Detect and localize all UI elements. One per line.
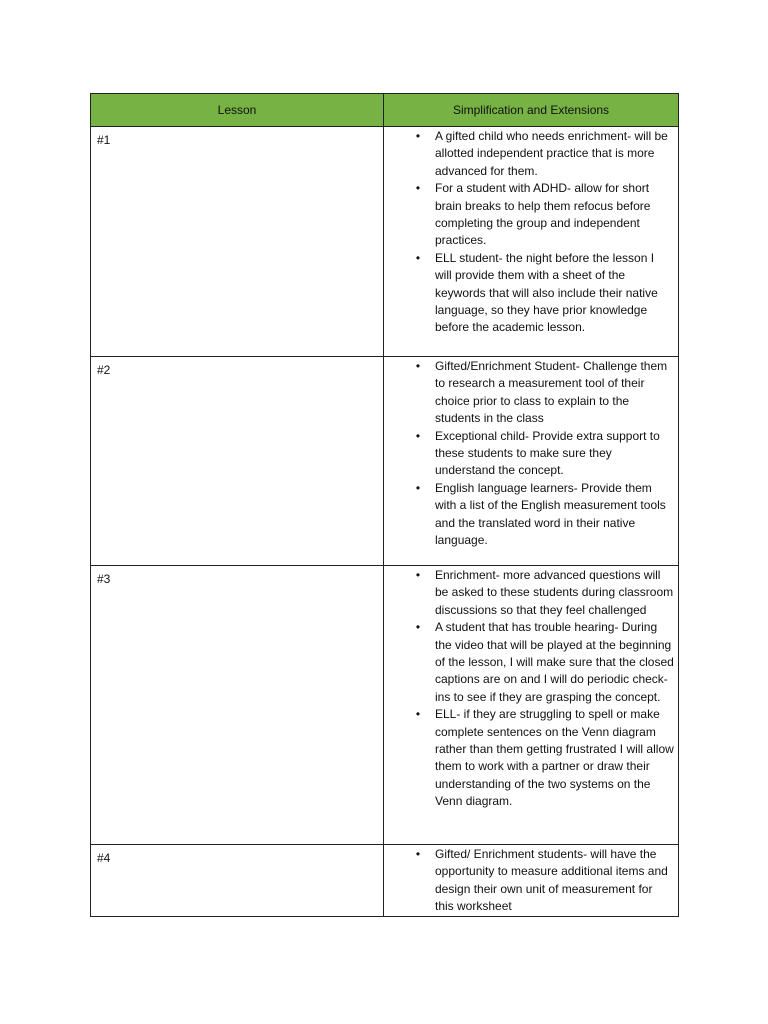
table-row <box>91 566 679 845</box>
bullet-icon: • <box>415 480 421 495</box>
bullet-icon: • <box>415 847 421 861</box>
table-row <box>91 127 679 357</box>
bullet-icon: • <box>415 568 421 582</box>
list-item <box>384 128 678 180</box>
table-row <box>91 845 679 917</box>
lesson-number: #4 <box>91 845 384 917</box>
bullet-list <box>384 127 678 337</box>
bullet-icon: • <box>415 428 421 443</box>
extensions-cell <box>384 566 679 845</box>
bullet-list <box>384 357 678 549</box>
bullet-list <box>384 845 678 916</box>
list-item <box>384 567 678 619</box>
bullet-text: ELL student- the night before the lesson I will provide them with a sheet of the keywords that will also include their native language, so they have prior knowledge before the academic lesson. <box>435 250 658 335</box>
extensions-cell <box>384 127 679 357</box>
lesson-number: #1 <box>91 127 384 357</box>
bullet-text: A student that has trouble hearing- During the video that will be played at the beginning of the lesson, I will make sure that the closed captions are on and I will do periodic check-ins to see if they are grasping the concept. <box>435 620 674 704</box>
bullet-icon: • <box>415 250 421 265</box>
bullet-icon: • <box>415 181 421 196</box>
list-item <box>384 846 678 916</box>
bullet-text: Gifted/Enrichment Student- Challenge them to research a measurement tool of their choice prior to class to explain to the students in the class <box>435 359 668 426</box>
list-item <box>384 358 678 428</box>
lesson-number: #3 <box>91 566 384 845</box>
extensions-cell <box>384 845 679 917</box>
table-header-row <box>91 94 679 127</box>
list-item <box>384 180 678 250</box>
list-item <box>384 428 678 480</box>
bullet-icon: • <box>415 129 421 143</box>
lesson-table <box>90 93 679 917</box>
bullet-text: Gifted/ Enrichment students- will have the opportunity to measure additional items and design their own unit of measurement for this worksheet <box>435 847 668 914</box>
list-item <box>384 480 678 550</box>
bullet-text: Exceptional child- Provide extra support to these students to make sure they understand the concept. <box>435 428 660 478</box>
bullet-list <box>384 566 678 811</box>
bullet-text: A gifted child who needs enrichment- will be allotted independent practice that is more advanced for them. <box>435 129 668 178</box>
bullet-icon: • <box>415 359 421 373</box>
list-item <box>384 706 678 810</box>
extensions-cell <box>384 357 679 566</box>
bullet-text: ELL- if they are struggling to spell or make complete sentences on the Venn diagram rather than them getting frustrated I will allow them to work with a partner or draw their understanding of the two systems on the Venn diagram. <box>435 707 674 809</box>
bullet-text: For a student with ADHD- allow for short brain breaks to help them refocus before completing the group and independent practices. <box>435 181 651 248</box>
bullet-icon: • <box>415 707 421 722</box>
header-simplification-extensions: Simplification and Extensions <box>384 94 679 127</box>
list-item <box>384 250 678 337</box>
header-lesson: Lesson <box>91 94 384 127</box>
table-row <box>91 357 679 566</box>
bullet-icon: • <box>415 620 421 635</box>
list-item <box>384 619 678 706</box>
bullet-text: English language learners- Provide them with a list of the English measurement tools and the translated word in their native language. <box>435 480 666 548</box>
bullet-text: Enrichment- more advanced questions will be asked to these students during classroom discussions so that they feel challenged <box>435 568 674 617</box>
lesson-number: #2 <box>91 357 384 566</box>
